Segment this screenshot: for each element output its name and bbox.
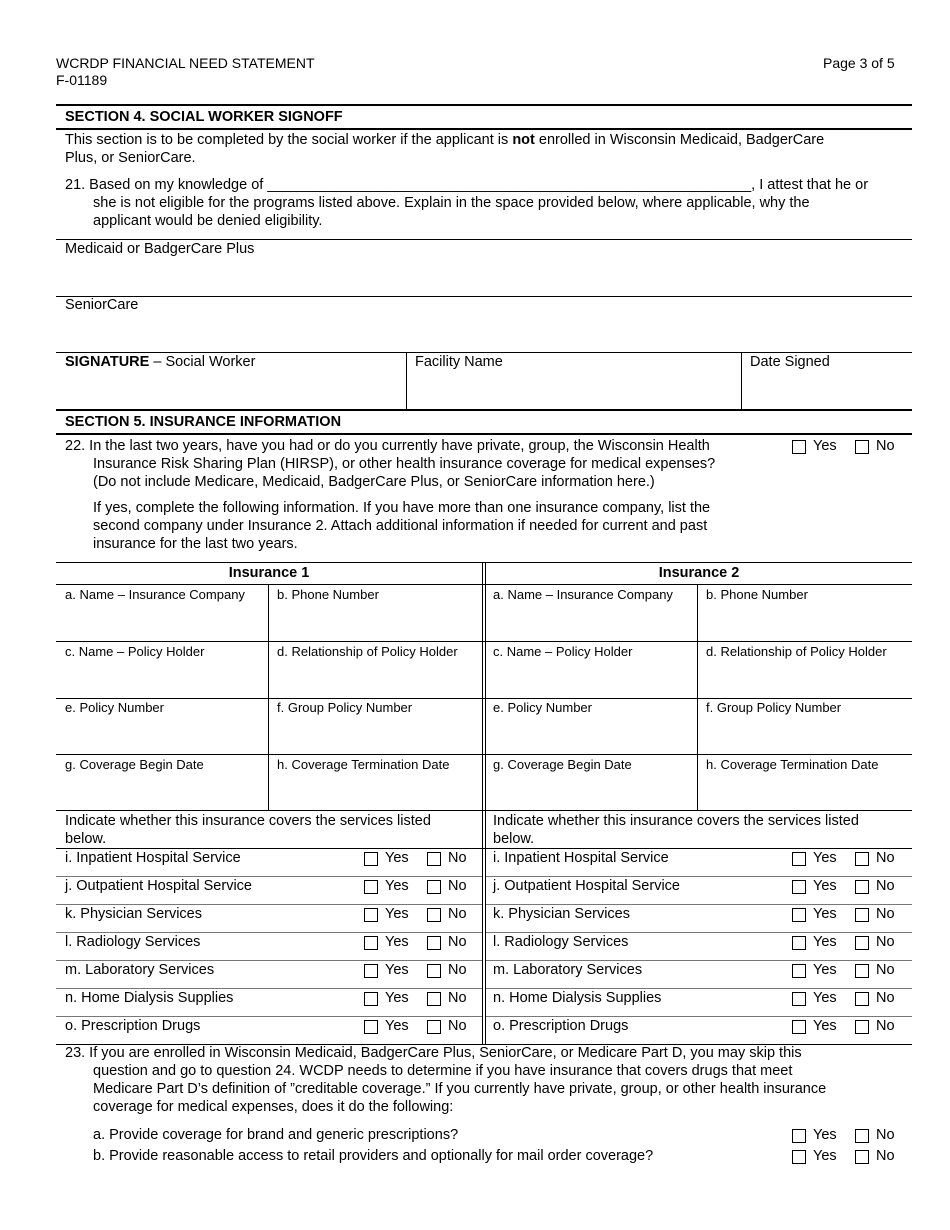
no-label: No	[448, 878, 467, 894]
form-title: WCRDP FINANCIAL NEED STATEMENT	[56, 55, 315, 71]
no-label: No	[448, 1018, 467, 1034]
q23a-yes-checkbox[interactable]	[792, 1129, 806, 1143]
ins2-field-f: f. Group Policy Number	[706, 700, 842, 715]
yes-label: Yes	[385, 1018, 409, 1034]
q23b-yes-checkbox[interactable]	[792, 1150, 806, 1164]
ins1-indicate-line2: below.	[65, 831, 107, 847]
ins2-field-d: d. Relationship of Policy Holder	[706, 644, 887, 659]
intro-bold: not	[512, 132, 535, 148]
no-label: No	[448, 962, 467, 978]
ins1-service-yes-checkbox[interactable]	[364, 936, 378, 950]
signature-rest: – Social Worker	[149, 354, 256, 370]
yes-label: Yes	[385, 990, 409, 1006]
rule	[56, 641, 912, 642]
ifyes-line3: insurance for the last two years.	[93, 536, 298, 552]
q23a-no-checkbox[interactable]	[855, 1129, 869, 1143]
no-label: No	[876, 850, 895, 866]
ins1-field-f: f. Group Policy Number	[277, 700, 413, 715]
section5-title: SECTION 5. INSURANCE INFORMATION	[65, 414, 342, 430]
yes-label: Yes	[385, 934, 409, 950]
q21-line2: she is not eligible for the programs listed above. Explain in the space provided below, where applicable, why the	[93, 195, 810, 211]
ins1-service-no-checkbox[interactable]	[427, 880, 441, 894]
q23-line2: question and go to question 24. WCDP needs to determine if you have insurance that covers drugs that meet	[93, 1063, 793, 1079]
ins2-service-yes-checkbox[interactable]	[792, 964, 806, 978]
ins1-field-h: h. Coverage Termination Date	[277, 757, 450, 772]
ins1-field-e: e. Policy Number	[65, 700, 164, 715]
ins2-service-label: k. Physician Services	[493, 906, 630, 922]
ins1-service-no-checkbox[interactable]	[427, 852, 441, 866]
ins1-service-label: o. Prescription Drugs	[65, 1018, 201, 1034]
page-number: Page 3 of 5	[823, 55, 895, 71]
yes-label: Yes	[813, 1018, 837, 1034]
no-label: No	[876, 906, 895, 922]
ins2-field-g: g. Coverage Begin Date	[493, 757, 632, 772]
ins1-field-c: c. Name – Policy Holder	[65, 644, 205, 659]
ins1-service-no-checkbox[interactable]	[427, 908, 441, 922]
ins2-service-label: i. Inpatient Hospital Service	[493, 850, 669, 866]
section4-intro-line2: Plus, or SeniorCare.	[65, 150, 196, 166]
insurance1-title: Insurance 1	[228, 565, 310, 581]
ins2-service-no-checkbox[interactable]	[855, 936, 869, 950]
ins2-service-no-checkbox[interactable]	[855, 1020, 869, 1034]
table-double-divider	[482, 562, 483, 1045]
ins1-service-label: j. Outpatient Hospital Service	[65, 878, 252, 894]
date-signed-input[interactable]	[742, 372, 912, 408]
ins1-service-label: n. Home Dialysis Supplies	[65, 990, 234, 1006]
seniorcare-input-area[interactable]	[56, 314, 912, 351]
section4-title-rule	[56, 128, 912, 130]
q22-no-checkbox[interactable]	[855, 440, 869, 454]
no-label: No	[876, 962, 895, 978]
ins2-service-no-checkbox[interactable]	[855, 880, 869, 894]
ins2-service-yes-checkbox[interactable]	[792, 1020, 806, 1034]
ins2-service-label: n. Home Dialysis Supplies	[493, 990, 662, 1006]
yes-label: Yes	[813, 878, 837, 894]
signature-bold: SIGNATURE	[65, 354, 150, 370]
no-label: No	[876, 934, 895, 950]
yes-label: Yes	[385, 962, 409, 978]
q21-line3: applicant would be denied eligibility.	[93, 213, 323, 229]
date-signed-label: Date Signed	[750, 354, 830, 370]
q23b-text: b. Provide reasonable access to retail providers and optionally for mail order coverage?	[93, 1148, 654, 1164]
ins2-indicate-line2: below.	[493, 831, 535, 847]
medicaid-label: Medicaid or BadgerCare Plus	[65, 241, 255, 257]
ins2-field-a: a. Name – Insurance Company	[493, 587, 673, 602]
table-top-rule	[56, 562, 912, 563]
no-label: No	[876, 878, 895, 894]
divider	[697, 584, 698, 810]
signature-label	[65, 353, 255, 371]
no-label: No	[876, 1148, 895, 1164]
q21-text: 21. Based on my knowledge of ____________________________________________________________, I attest that he or	[65, 177, 869, 193]
ins2-service-no-checkbox[interactable]	[855, 992, 869, 1006]
rule	[56, 754, 912, 755]
q23b-no-checkbox[interactable]	[855, 1150, 869, 1164]
no-label: No	[876, 1127, 895, 1143]
ins1-service-yes-checkbox[interactable]	[364, 852, 378, 866]
ins1-service-no-checkbox[interactable]	[427, 1020, 441, 1034]
intro-text-after: enrolled in Wisconsin Medicaid, BadgerCare	[534, 132, 825, 148]
ins2-service-yes-checkbox[interactable]	[792, 880, 806, 894]
yes-label: Yes	[813, 438, 837, 454]
ins1-service-no-checkbox[interactable]	[427, 992, 441, 1006]
medicaid-input-area[interactable]	[56, 258, 912, 295]
q22-line3: (Do not include Medicare, Medicaid, BadgerCare Plus, or SeniorCare information here.)	[93, 474, 655, 490]
seniorcare-label: SeniorCare	[65, 297, 139, 313]
ins2-service-yes-checkbox[interactable]	[792, 936, 806, 950]
yes-label: Yes	[813, 850, 837, 866]
ins2-field-b: b. Phone Number	[706, 587, 808, 602]
ins2-service-no-checkbox[interactable]	[855, 852, 869, 866]
facility-label: Facility Name	[415, 354, 503, 370]
ins2-service-no-checkbox[interactable]	[855, 908, 869, 922]
section4-title: SECTION 4. SOCIAL WORKER SIGNOFF	[65, 109, 343, 125]
ins1-service-label: k. Physician Services	[65, 906, 202, 922]
ins2-indicate-text: Indicate whether this insurance covers the services listed	[493, 813, 859, 829]
ifyes-text: If yes, complete the following information. If you have more than one insurance company, list the	[93, 500, 711, 516]
divider	[268, 584, 269, 810]
rule	[56, 698, 912, 699]
yes-label: Yes	[385, 878, 409, 894]
ins2-service-label: j. Outpatient Hospital Service	[493, 878, 680, 894]
yes-label: Yes	[813, 906, 837, 922]
no-label: No	[876, 990, 895, 1006]
table-double-divider	[485, 562, 486, 1045]
section5-title-rule	[56, 433, 912, 435]
no-label: No	[448, 850, 467, 866]
intro-text: This section is to be completed by the social worker if the applicant is	[65, 132, 513, 148]
yes-label: Yes	[385, 850, 409, 866]
ifyes-line2: second company under Insurance 2. Attach additional information if needed for current and past	[93, 518, 708, 534]
ins1-field-d: d. Relationship of Policy Holder	[277, 644, 458, 659]
no-label: No	[876, 1018, 895, 1034]
ins2-service-yes-checkbox[interactable]	[792, 852, 806, 866]
section4-intro	[65, 131, 824, 149]
ins2-field-e: e. Policy Number	[493, 700, 592, 715]
ins1-field-a: a. Name – Insurance Company	[65, 587, 245, 602]
ins2-service-label: m. Laboratory Services	[493, 962, 643, 978]
form-number: F-01189	[56, 72, 108, 88]
ins1-service-label: i. Inpatient Hospital Service	[65, 850, 241, 866]
q23-line4: coverage for medical expenses, does it do the following:	[93, 1099, 454, 1115]
insurance2-title: Insurance 2	[658, 565, 740, 581]
ins2-service-yes-checkbox[interactable]	[792, 992, 806, 1006]
ins1-indicate-text: Indicate whether this insurance covers the services listed	[65, 813, 431, 829]
q22-text: 22. In the last two years, have you had or do you currently have private, group, the Wisconsin Health	[65, 438, 710, 454]
no-label: No	[448, 990, 467, 1006]
signature-input[interactable]	[56, 372, 406, 408]
ins2-service-label: l. Radiology Services	[493, 934, 629, 950]
ins2-field-c: c. Name – Policy Holder	[493, 644, 633, 659]
ins1-service-yes-checkbox[interactable]	[364, 964, 378, 978]
section4-top-rule	[56, 104, 912, 106]
yes-label: Yes	[813, 990, 837, 1006]
ins1-service-yes-checkbox[interactable]	[364, 992, 378, 1006]
ins1-field-b: b. Phone Number	[277, 587, 379, 602]
ins1-field-g: g. Coverage Begin Date	[65, 757, 204, 772]
section5-top-rule	[56, 409, 912, 411]
yes-label: Yes	[385, 906, 409, 922]
rule	[56, 584, 912, 585]
q23a-text: a. Provide coverage for brand and generic prescriptions?	[93, 1127, 459, 1143]
yes-label: Yes	[813, 1127, 837, 1143]
ins1-service-label: l. Radiology Services	[65, 934, 201, 950]
q22-line2: Insurance Risk Sharing Plan (HIRSP), or other health insurance coverage for medical expenses?	[93, 456, 716, 472]
ins1-service-yes-checkbox[interactable]	[364, 1020, 378, 1034]
yes-label: Yes	[813, 1148, 837, 1164]
q22-yes-checkbox[interactable]	[792, 440, 806, 454]
ins1-service-no-checkbox[interactable]	[427, 964, 441, 978]
ins1-service-no-checkbox[interactable]	[427, 936, 441, 950]
q23-text: 23. If you are enrolled in Wisconsin Medicaid, BadgerCare Plus, SeniorCare, or Medicare Part D, you may skip this	[65, 1045, 802, 1061]
no-label: No	[448, 934, 467, 950]
ins1-service-yes-checkbox[interactable]	[364, 880, 378, 894]
facility-input[interactable]	[407, 372, 741, 408]
ins1-service-label: m. Laboratory Services	[65, 962, 215, 978]
ins2-service-no-checkbox[interactable]	[855, 964, 869, 978]
ins1-service-yes-checkbox[interactable]	[364, 908, 378, 922]
ins2-field-h: h. Coverage Termination Date	[706, 757, 879, 772]
rule	[56, 296, 912, 297]
ins2-service-label: o. Prescription Drugs	[493, 1018, 629, 1034]
rule	[56, 810, 912, 811]
no-label: No	[448, 906, 467, 922]
yes-label: Yes	[813, 962, 837, 978]
no-label: No	[876, 438, 895, 454]
q23-line3: Medicare Part D’s definition of ”creditable coverage.” If you currently have private, group, or other health insurance	[93, 1081, 827, 1097]
ins2-service-yes-checkbox[interactable]	[792, 908, 806, 922]
yes-label: Yes	[813, 934, 837, 950]
